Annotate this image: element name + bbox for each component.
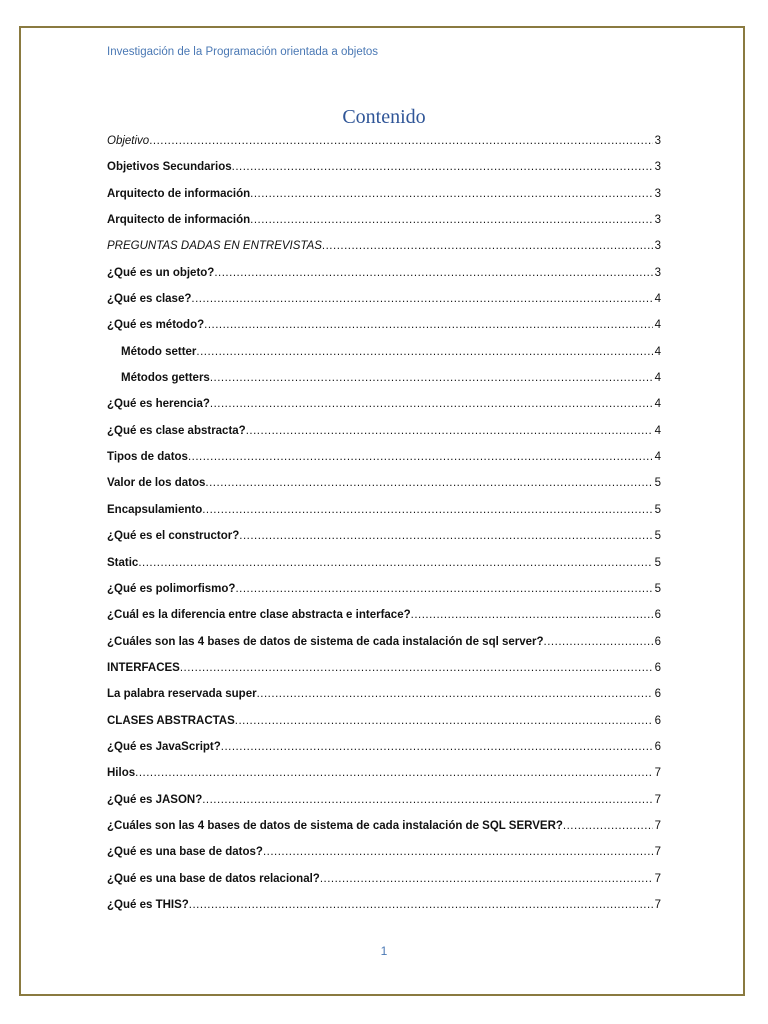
toc-entry[interactable] [107, 554, 661, 580]
toc-entry[interactable] [107, 290, 661, 316]
toc-entry[interactable] [107, 843, 661, 869]
toc-dot-leader [189, 896, 653, 914]
toc-title: Contenido [342, 106, 426, 128]
toc-entry[interactable] [107, 158, 661, 184]
toc-entry[interactable] [107, 712, 661, 738]
toc-dot-leader [191, 290, 652, 308]
toc-entry-page: 5 [654, 477, 661, 490]
toc-entry-page: 4 [654, 372, 661, 385]
toc-entry-label: Arquitecto de información [107, 187, 251, 200]
toc-entry-label: ¿Cuáles son las 4 bases de datos de sistema de cada instalación de sql server? [107, 635, 544, 648]
toc-entry[interactable] [107, 474, 661, 500]
toc-dot-leader [135, 764, 652, 782]
toc-entry-page: 6 [654, 714, 661, 727]
toc-entry[interactable] [107, 870, 661, 896]
toc-dot-leader [138, 554, 652, 572]
toc-dot-leader [411, 606, 653, 624]
toc-entry-label: ¿Qué es herencia? [107, 398, 210, 411]
toc-dot-leader [232, 158, 653, 176]
toc-entry[interactable] [107, 738, 661, 764]
toc-entry-page: 7 [654, 793, 661, 806]
toc-entry-page: 3 [654, 266, 661, 279]
toc-entry-label: ¿Qué es clase? [107, 293, 192, 306]
toc-entry-label: ¿Qué es una base de datos relacional? [107, 872, 320, 885]
toc-entry-page: 4 [654, 451, 661, 464]
toc-entry-label: ¿Cuáles son las 4 bases de datos de sistema de cada instalación de SQL SERVER? [107, 819, 563, 832]
toc-entry[interactable] [107, 343, 661, 369]
toc-entry[interactable] [107, 527, 661, 553]
toc-entry-label: ¿Cuál es la diferencia entre clase abstracta e interface? [107, 609, 411, 622]
toc-entry-label: ¿Qué es polimorfismo? [107, 582, 236, 595]
toc-entry[interactable] [107, 764, 661, 790]
toc-entry-page: 5 [654, 556, 661, 569]
toc-dot-leader [196, 343, 652, 361]
toc-entry-page: 3 [654, 214, 661, 227]
toc-entry-page: 4 [654, 398, 661, 411]
toc-entry-page: 4 [654, 293, 661, 306]
toc-entry-page: 7 [654, 872, 661, 885]
toc-entry[interactable] [107, 264, 661, 290]
toc-entry[interactable] [107, 896, 661, 922]
toc-entry-page: 4 [654, 345, 661, 358]
toc-dot-leader [544, 633, 653, 651]
toc-dot-leader [250, 211, 652, 229]
toc-entry-label: Valor de los datos [107, 477, 206, 490]
toc-entry-label: CLASES ABSTRACTAS [107, 714, 235, 727]
toc-entry[interactable] [107, 633, 661, 659]
toc-dot-leader [257, 685, 653, 703]
toc-entry-page: 4 [654, 424, 661, 437]
toc-entry-label: Static [107, 556, 139, 569]
page-number: 1 [380, 944, 388, 958]
toc-entry-page: 3 [654, 135, 661, 147]
toc-dot-leader [214, 264, 652, 282]
toc-entry-label: Hilos [107, 767, 136, 780]
toc-entry[interactable] [107, 448, 661, 474]
toc-entry[interactable] [107, 685, 661, 711]
toc-entry-page: 6 [654, 661, 661, 674]
toc-entry-label: ¿Qué es una base de datos? [107, 846, 263, 859]
toc-entry[interactable] [107, 132, 661, 158]
toc-entry-label: INTERFACES [107, 661, 180, 674]
toc-dot-leader [202, 501, 652, 519]
toc-entry[interactable] [107, 316, 661, 342]
toc-entry-label: Arquitecto de información [107, 214, 251, 227]
table-of-contents [107, 132, 661, 922]
toc-entry-label: ¿Qué es THIS? [107, 898, 189, 911]
toc-dot-leader [235, 580, 652, 598]
toc-entry[interactable] [107, 606, 661, 632]
toc-entry[interactable] [107, 659, 661, 685]
toc-entry[interactable] [107, 395, 661, 421]
toc-dot-leader [263, 843, 653, 861]
toc-entry-label: Encapsulamiento [107, 503, 203, 516]
toc-entry[interactable] [107, 580, 661, 606]
toc-entry-label: Tipos de datos [107, 451, 188, 464]
toc-entry-page: 7 [654, 767, 661, 780]
toc-dot-leader [563, 817, 653, 835]
toc-entry[interactable] [107, 791, 661, 817]
toc-entry-label: ¿Qué es un objeto? [107, 266, 215, 279]
toc-entry-page: 3 [654, 161, 661, 174]
toc-entry-page: 6 [654, 688, 661, 701]
toc-entry[interactable] [107, 501, 661, 527]
toc-entry-page: 4 [654, 319, 661, 332]
toc-entry-page: 5 [654, 582, 661, 595]
toc-entry-page: 7 [654, 898, 661, 911]
toc-entry-label: ¿Qué es método? [107, 319, 205, 332]
toc-entry-page: 5 [654, 503, 661, 516]
toc-entry-page: 7 [654, 846, 661, 859]
toc-dot-leader [204, 316, 652, 334]
toc-entry-label: ¿Qué es el constructor? [107, 530, 240, 543]
toc-entry-page: 3 [654, 240, 661, 253]
toc-dot-leader [180, 659, 653, 677]
toc-entry-label: Método setter [121, 345, 197, 358]
toc-entry[interactable] [107, 369, 661, 395]
toc-entry[interactable] [107, 237, 661, 263]
toc-entry-label: PREGUNTAS DADAS EN ENTREVISTAS [107, 240, 322, 253]
toc-entry-page: 5 [654, 530, 661, 543]
toc-entry-page: 7 [654, 819, 661, 832]
toc-entry-label: ¿Qué es JavaScript? [107, 740, 221, 753]
toc-dot-leader [239, 527, 652, 545]
toc-dot-leader [250, 185, 652, 203]
toc-dot-leader [149, 132, 652, 150]
toc-dot-leader [188, 448, 653, 466]
toc-entry-page: 3 [654, 187, 661, 200]
toc-entry-page: 6 [654, 740, 661, 753]
toc-entry-label: ¿Qué es JASON? [107, 793, 203, 806]
toc-dot-leader [205, 474, 652, 492]
toc-dot-leader [320, 870, 653, 888]
toc-dot-leader [210, 369, 653, 387]
toc-entry[interactable] [107, 817, 661, 843]
toc-entry-page: 6 [654, 635, 661, 648]
toc-entry-label: Objetivos Secundarios [107, 161, 232, 174]
toc-entry-label: La palabra reservada super [107, 688, 257, 701]
toc-entry-label: ¿Qué es clase abstracta? [107, 424, 246, 437]
toc-entry-label: Objetivo [107, 135, 150, 147]
toc-entry[interactable] [107, 422, 661, 448]
toc-dot-leader [322, 237, 653, 255]
toc-entry[interactable] [107, 185, 661, 211]
toc-dot-leader [235, 712, 653, 730]
toc-entry-label: Métodos getters [121, 372, 210, 385]
toc-dot-leader [202, 791, 652, 809]
toc-entry-page: 6 [654, 609, 661, 622]
toc-dot-leader [221, 738, 653, 756]
toc-entry[interactable] [107, 211, 661, 237]
toc-dot-leader [210, 395, 653, 413]
toc-dot-leader [246, 422, 653, 440]
running-header: Investigación de la Programación orientada a objetos [107, 46, 379, 58]
